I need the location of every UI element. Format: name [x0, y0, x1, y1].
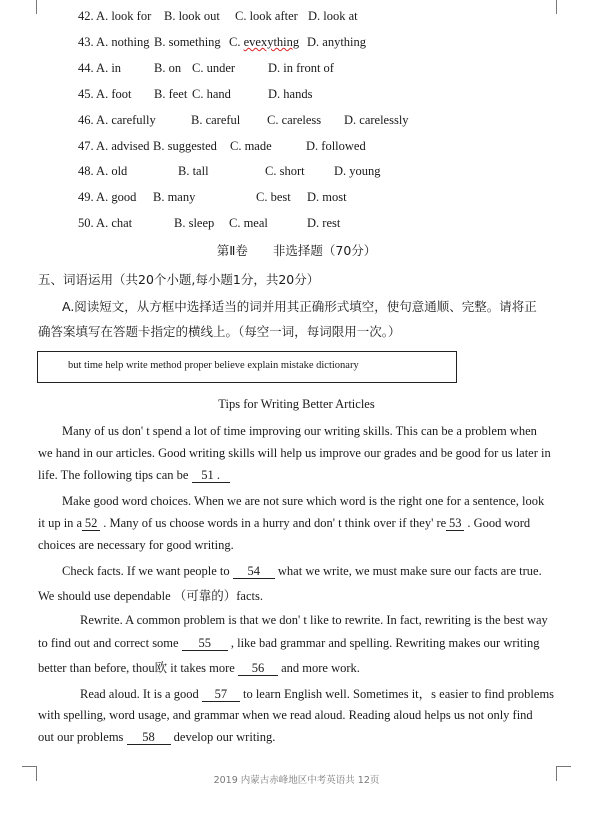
- crop-mark-top-right: [556, 0, 571, 14]
- option-a: 49. A. good: [78, 190, 137, 204]
- word-box: [37, 351, 457, 383]
- option-d: D. rest: [307, 216, 341, 230]
- option-d: D. carelessly: [344, 113, 409, 127]
- option-b: B. careful: [191, 113, 241, 127]
- p1-line-2: we hand in our articles. Good writing skills will help us improve our grades and be good for us later in: [38, 446, 551, 460]
- option-b: B. on: [154, 61, 182, 75]
- option-a: 50. A. chat: [78, 216, 133, 230]
- option-a: 42. A. look for: [78, 9, 152, 23]
- crop-mark-top-left: [22, 0, 37, 14]
- instruction-a-line-1: A.阅读短文，从方框中选择适当的词并用其正确形式填空，使句意通顺、完整。请将正: [62, 299, 537, 314]
- option-c: C. careless: [267, 113, 322, 127]
- option-c: C. best: [256, 190, 291, 204]
- blank-57[interactable]: 57: [202, 688, 240, 702]
- option-d: D. most: [307, 190, 347, 204]
- option-b: B. suggested: [153, 139, 217, 153]
- p5-line-3: out our problems 58 develop our writing.: [38, 730, 276, 744]
- option-d: D. look at: [308, 9, 358, 23]
- blank-58[interactable]: 58: [127, 731, 171, 745]
- option-c: C. under: [192, 61, 236, 75]
- word-box-words: but time help write method proper believe explain mistake dictionary: [68, 360, 359, 371]
- option-d: D. young: [334, 164, 381, 178]
- option-a: 44. A. in: [78, 61, 122, 75]
- p4-line-2: to find out and correct some 55 , like bad grammar and spelling. Rewriting makes our writing: [38, 636, 540, 650]
- p4-line-1: Rewrite. A common problem is that we don' t like to rewrite. In fact, rewriting is the best way: [80, 613, 548, 627]
- p4-line-3: better than before, thou欧 it takes more 56 and more work.: [38, 660, 360, 675]
- blank-52[interactable]: 52: [82, 517, 100, 531]
- option-b: B. tall: [178, 164, 209, 178]
- option-a: 46. A. carefully: [78, 113, 156, 127]
- option-c: C. evexything: [229, 35, 300, 49]
- option-b: B. something: [154, 35, 221, 49]
- option-d: D. hands: [268, 87, 313, 101]
- option-d: D. in front of: [268, 61, 334, 75]
- blank-51[interactable]: 51 .: [192, 469, 230, 483]
- garbled-glyph: 欧: [154, 660, 168, 675]
- option-d: D. anything: [307, 35, 367, 49]
- option-c: C. hand: [192, 87, 231, 101]
- section-5-title: 五、词语运用（共20个小题,每小题1分，共20分）: [38, 272, 320, 287]
- p2-line-1: Make good word choices. When we are not sure which word is the right one for a sentence, look: [62, 494, 545, 508]
- option-c: C. look after: [235, 9, 298, 23]
- blank-55[interactable]: 55: [182, 637, 228, 651]
- option-b: B. sleep: [174, 216, 215, 230]
- page-footer: 2019 内蒙古赤峰地区中考英语共 12页: [213, 775, 380, 786]
- option-c: C. meal: [229, 216, 268, 230]
- option-b: B. look out: [164, 9, 220, 23]
- blank-54[interactable]: 54: [233, 565, 275, 579]
- option-a: 43. A. nothing: [78, 35, 150, 49]
- option-d: D. followed: [306, 139, 366, 153]
- option-a: 47. A. advised: [78, 139, 150, 153]
- option-b: B. many: [153, 190, 196, 204]
- option-c: C. made: [230, 139, 272, 153]
- p1-line-3: life. The following tips can be 51 .: [38, 468, 230, 483]
- part-2-title: 第Ⅱ卷 非选择题（70分）: [216, 243, 377, 258]
- blank-53[interactable]: 53: [446, 517, 464, 531]
- p5-line-2: with spelling, word usage, and grammar when we read aloud. Reading aloud helps us not only find: [38, 708, 533, 722]
- p3-line-1: Check facts. If we want people to 54 what we write, we must make sure our facts are true.: [62, 564, 542, 578]
- article-title: Tips for Writing Better Articles: [218, 397, 375, 411]
- p2-line-2: it up in a 52 . Many of us choose words in a hurry and don' t think over if they' re 53 . Good word: [38, 516, 531, 530]
- instruction-a-line-2: 确答案填写在答题卡指定的横线上。（每空一词，每词限用一次。）: [38, 324, 401, 339]
- p3-line-2: We should use dependable （可靠的）facts.: [38, 589, 263, 603]
- p5-line-1: Read aloud. It is a good 57 to learn English well. Sometimes it，s easier to find problems: [80, 687, 555, 701]
- option-b: B. feet: [154, 87, 188, 101]
- option-a: 48. A. old: [78, 164, 128, 178]
- option-a: 45. A. foot: [78, 87, 132, 101]
- misspelled-word: evexything: [243, 35, 300, 49]
- blank-56[interactable]: 56: [238, 662, 278, 676]
- option-c: C. short: [265, 164, 305, 178]
- p1-line-1: Many of us don' t spend a lot of time improving our writing skills. This can be a problem when: [62, 424, 537, 438]
- p2-line-3: choices are necessary for good writing.: [38, 538, 234, 552]
